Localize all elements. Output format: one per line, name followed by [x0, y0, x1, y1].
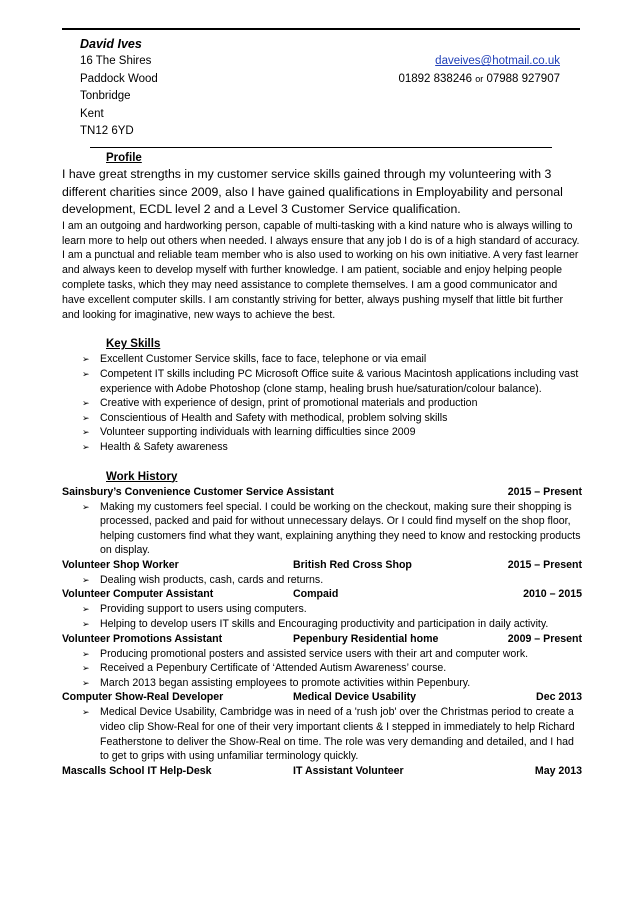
bullet-item [62, 425, 582, 440]
job-bullets [62, 647, 582, 691]
header-divider [90, 147, 552, 148]
bullet-item [62, 411, 582, 426]
phone-1: 01892 838246 [398, 72, 473, 85]
arrow-bullet-icon: ➢ [82, 354, 90, 365]
bullet-item [62, 396, 582, 411]
job-organisation: Compaid [293, 588, 339, 601]
job-organisation: British Red Cross Shop [293, 558, 412, 571]
bullet-text: Health & Safety awareness [100, 440, 228, 453]
job-header [62, 632, 582, 647]
job-header [62, 558, 582, 573]
bullet-item [62, 647, 582, 662]
job-dates: 2009 – Present [507, 632, 582, 645]
arrow-bullet-icon: ➢ [82, 574, 90, 585]
job-bullets [62, 705, 582, 763]
job-title: Mascalls School IT Help-Desk [62, 764, 212, 777]
bullet-text: Volunteer supporting individuals with learning difficulties since 2009 [100, 426, 416, 439]
arrow-bullet-icon: ➢ [82, 441, 90, 452]
job-organisation: Medical Device Usability [293, 691, 417, 704]
bullet-text: Producing promotional posters and assisted service users with their art and computer work. [100, 647, 529, 660]
job-header [62, 587, 582, 602]
bullet-text: Creative with experience of design, print of promotional materials and production [100, 397, 478, 410]
bullet-text: Providing support to users using computers. [100, 603, 307, 616]
job-header [62, 690, 582, 705]
bullet-item [62, 440, 582, 455]
arrow-bullet-icon: ➢ [82, 398, 90, 409]
or-text: or [475, 73, 484, 84]
arrow-bullet-icon: ➢ [82, 663, 90, 674]
bullet-item [62, 661, 582, 676]
job-organisation: IT Assistant Volunteer [293, 764, 404, 777]
arrow-bullet-icon: ➢ [82, 677, 90, 688]
arrow-bullet-icon: ➢ [82, 368, 90, 379]
address-line: Kent [80, 107, 104, 120]
bullet-text: Helping to develop users IT skills and Encouraging productivity and participation in daily activity. [100, 618, 549, 631]
top-rule [62, 28, 580, 30]
bullet-text: Received a Pepenbury Certificate of ‘Attended Autism Awareness’ course. [100, 662, 447, 675]
bullet-item [62, 573, 582, 588]
phone-2: 07988 927907 [486, 72, 560, 85]
bullet-text: Competent IT skills including PC Microsoft Office suite & various Macintosh applications including vast experience with Adobe Photoshop (clone stamp, healing brush hue/saturation/colour balance). [100, 367, 579, 395]
skills-heading: Key Skills [106, 338, 161, 351]
job-organisation: Pepenbury Residential home [293, 632, 439, 645]
address-line: TN12 6YD [80, 125, 134, 138]
job-dates: 2010 – 2015 [523, 588, 582, 601]
work-list [62, 485, 582, 779]
job-title: Volunteer Promotions Assistant [62, 632, 223, 645]
arrow-bullet-icon: ➢ [82, 707, 90, 718]
job-bullets [62, 573, 582, 588]
job-title: Sainsbury’s Convenience Customer Service Assistant [62, 485, 334, 498]
job-bullets [62, 500, 582, 558]
arrow-bullet-icon: ➢ [82, 427, 90, 438]
job-dates: 2015 – Present [507, 558, 582, 571]
phone-numbers [398, 71, 560, 88]
job-bullets [62, 602, 582, 631]
address-row-1 [80, 53, 560, 70]
job-title: Volunteer Shop Worker [62, 558, 179, 571]
bullet-text: Medical Device Usability, Cambridge was in need of a 'rush job' over the Christmas period to create a video clip Show-Real for one of their very important clients & I stepped in immediately to help Richard Featherstone to deliver the Show-Real on time. The role was very demanding and detailed, and I had to get to grips with using unfamiliar terminology quickly. [100, 706, 575, 763]
job-dates: Dec 2013 [536, 691, 582, 704]
bullet-text: March 2013 began assisting employees to promote activities within Pepenbury. [100, 676, 471, 689]
skills-list [62, 352, 582, 454]
address-row-2 [80, 71, 560, 88]
bullet-text: Making my customers feel special. I could be working on the checkout, making sure their shopping is processed, packed and paid for without unnecessary delays. Or I could find myself on the shop floor, helping customers find what they want, explaining anything they need to know and restocking products on display. [100, 500, 581, 557]
bullet-item [62, 676, 582, 691]
address-line: Tonbridge [80, 90, 131, 103]
bullet-text: Excellent Customer Service skills, face to face, telephone or via email [100, 353, 427, 366]
work-heading: Work History [106, 470, 178, 483]
contact-block [80, 36, 560, 140]
profile-body: I am an outgoing and hardworking person, capable of multi-tasking with a kind nature who is always willing to learn more to help out others when needed. I always ensure that any job I do is of a high standard of accuracy. I am a punctual and reliable team member who is also used to working on his own initiative. A very fast learner and always keen to develop myself with further knowledge. I am patient, sociable and enjoy helping people complete tasks, which they may need assistance to complete themselves. I am a good communicator and have excellent computer skills. I am constantly striving for better, always pushing myself that little bit further and looking for imaginative, new ways to achieve the best. [62, 219, 580, 321]
profile-lead: I have great strengths in my customer service skills gained through my volunteering with 3 different charities since 2009, also I have gained qualifications in Employability and personal development, ECDL level 2 and a Level 3 Customer Service qualification. [62, 167, 563, 217]
arrow-bullet-icon: ➢ [82, 619, 90, 630]
address-line: 16 The Shires [80, 55, 152, 68]
address-line: Paddock Wood [80, 72, 158, 85]
job-dates: 2015 – Present [507, 485, 582, 498]
bullet-item [62, 367, 582, 396]
arrow-bullet-icon: ➢ [82, 501, 90, 512]
bullet-item [62, 705, 582, 763]
bullet-item [62, 352, 582, 367]
job-title: Computer Show-Real Developer [62, 691, 224, 704]
bullet-item [62, 500, 582, 558]
candidate-name: David Ives [80, 37, 142, 51]
job-title: Volunteer Computer Assistant [62, 588, 214, 601]
job-header [62, 485, 582, 500]
arrow-bullet-icon: ➢ [82, 412, 90, 423]
bullet-item [62, 617, 582, 632]
email-link[interactable]: daveives@hotmail.co.uk [435, 55, 560, 68]
bullet-text: Dealing wish products, cash, cards and returns. [100, 573, 324, 586]
job-dates: May 2013 [534, 764, 582, 777]
arrow-bullet-icon: ➢ [82, 604, 90, 615]
bullet-text: Conscientious of Health and Safety with methodical, problem solving skills [100, 411, 448, 424]
bullet-item [62, 602, 582, 617]
job-header [62, 764, 582, 779]
profile-heading: Profile [106, 152, 142, 164]
resume-body [62, 150, 582, 779]
arrow-bullet-icon: ➢ [82, 648, 90, 659]
